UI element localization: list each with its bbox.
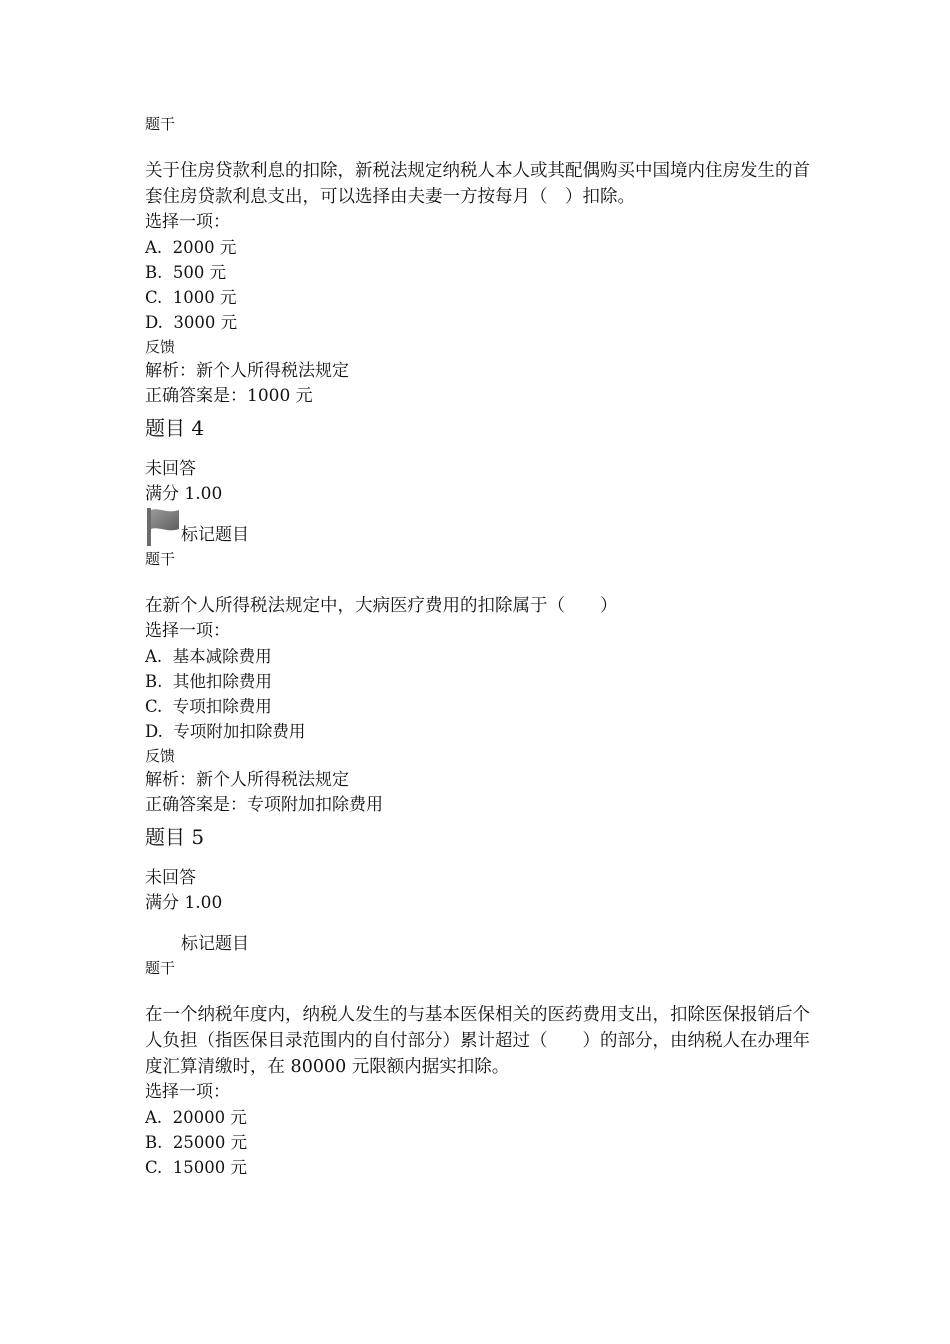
q3-analysis: 解析：新个人所得税法规定 [145, 361, 349, 381]
quiz-page [145, 112, 810, 1180]
q4-flag-label: 标记题目 [181, 525, 249, 545]
q3-option-a[interactable]: A. 2000 元 [145, 238, 237, 257]
q4-option-b[interactable]: B. 其他扣除费用 [145, 672, 272, 691]
q3-option-c[interactable]: C. 1000 元 [145, 288, 237, 307]
q4-option-a[interactable]: A. 基本减除费用 [145, 647, 272, 666]
q4-flag-question[interactable] [145, 507, 810, 547]
q5-flag-label: 标记题目 [181, 934, 249, 954]
q3-stem-label: 题干 [145, 115, 176, 133]
q5-stem-label: 题干 [145, 959, 176, 977]
q4-block [145, 413, 810, 818]
q4-analysis: 解析：新个人所得税法规定 [145, 770, 349, 790]
q4-option-d[interactable]: D. 专项附加扣除费用 [145, 722, 306, 741]
q4-stem: 在新个人所得税法规定中，大病医疗费用的扣除属于（ ） [145, 596, 618, 616]
q4-stem-label: 题干 [145, 550, 176, 568]
q5-block [145, 822, 810, 1180]
q5-stem: 在一个纳税年度内，纳税人发生的与基本医保相关的医药费用支出，扣除医保报销后个人负担（指医保目录范围内的自付部分）累计超过（ ）的部分，由纳税人在办理年度汇算清缴时，在 80000 元限额内据实扣除。 [145, 1005, 810, 1077]
q5-option-c[interactable]: C. 15000 元 [145, 1158, 248, 1177]
q4-prompt: 选择一项： [145, 621, 230, 641]
q3-option-d[interactable]: D. 3000 元 [145, 313, 238, 332]
q4-status: 未回答 [145, 459, 196, 479]
q5-score: 满分 1.00 [145, 893, 223, 913]
q3-feedback-label: 反馈 [145, 338, 176, 356]
q5-status: 未回答 [145, 868, 196, 888]
flag-icon-missing [145, 916, 181, 956]
q3-option-b[interactable]: B. 500 元 [145, 263, 227, 282]
q5-flag-question[interactable] [145, 916, 810, 956]
q3-answer: 正确答案是：1000 元 [145, 386, 313, 406]
q4-answer: 正确答案是：专项附加扣除费用 [145, 795, 383, 815]
q4-score: 满分 1.00 [145, 484, 223, 504]
q4-option-c[interactable]: C. 专项扣除费用 [145, 697, 272, 716]
flag-icon[interactable] [145, 507, 181, 547]
q5-option-a[interactable]: A. 20000 元 [145, 1108, 247, 1127]
q3-block [145, 112, 810, 409]
q5-option-b[interactable]: B. 25000 元 [145, 1133, 248, 1152]
q5-prompt: 选择一项： [145, 1082, 230, 1102]
q4-feedback-label: 反馈 [145, 747, 176, 765]
q4-title: 题目 4 [145, 416, 205, 440]
q3-stem: 关于住房贷款利息的扣除，新税法规定纳税人本人或其配偶购买中国境内住房发生的首套住房贷款利息支出，可以选择由夫妻一方按每月（ ）扣除。 [145, 161, 810, 207]
q5-title: 题目 5 [145, 825, 205, 849]
q3-prompt: 选择一项： [145, 212, 230, 232]
